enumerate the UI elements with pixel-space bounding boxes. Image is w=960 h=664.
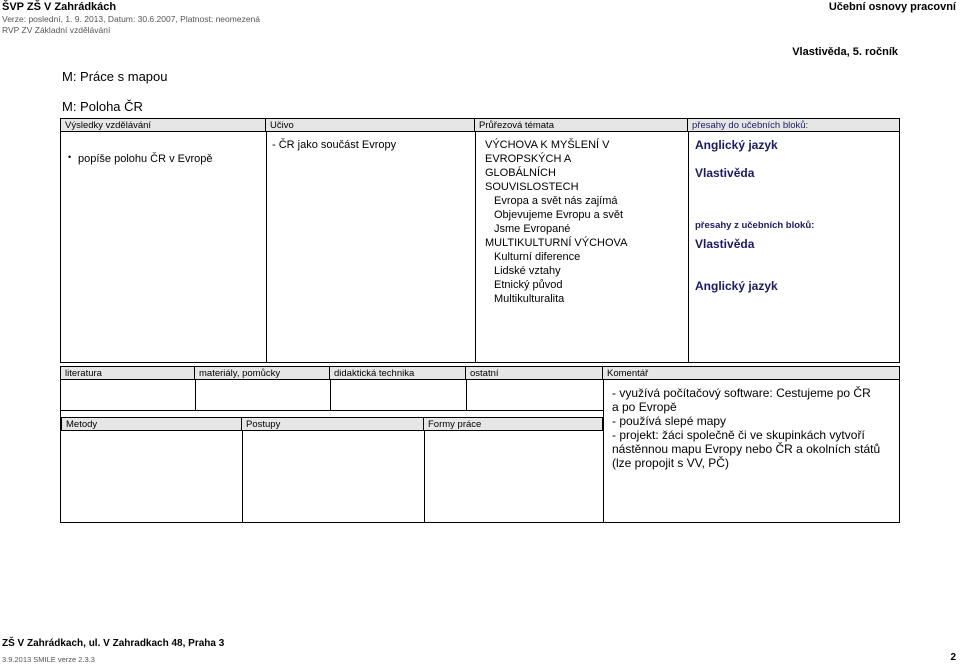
column-divider: [475, 132, 476, 362]
column-divider: [330, 380, 331, 410]
rvp-line: RVP ZV Základní vzdělávání: [2, 25, 111, 35]
column-divider: [424, 431, 425, 522]
topic-item: Etnický původ: [494, 279, 563, 291]
topic-heading: MULTIKULTURNÍ VÝCHOVA: [485, 237, 628, 249]
comment-text: [612, 386, 880, 470]
section-title: M: Práce s mapou: [62, 69, 168, 84]
header-formy: Formy práce: [424, 417, 603, 431]
page-number: 2: [950, 652, 956, 663]
header-ostatni: ostatní: [466, 367, 603, 380]
subject-grade: Vlastivěda, 5. ročník: [792, 46, 898, 58]
column-divider: [466, 380, 467, 410]
header-literatura: literatura: [61, 367, 195, 380]
comment-line: a po Evropě: [612, 400, 677, 414]
topic-item: Objevujeme Evropu a svět: [494, 209, 624, 221]
comment-line: (lze propojit s VV, PČ): [612, 456, 729, 470]
comment-line: nástěnnou mapu Evropy nebo ČR a okolních států: [612, 442, 881, 456]
header-komentar: Komentář: [603, 367, 899, 380]
column-divider: [688, 132, 689, 362]
overlap-to-item: Vlastivěda: [695, 166, 755, 180]
bullet: •: [68, 152, 72, 162]
topic-item: Jsme Evropané: [494, 223, 571, 235]
topic-heading: GLOBÁLNÍCH: [485, 167, 556, 179]
subsection-title: M: Poloha ČR: [62, 99, 143, 114]
header-metody: Metody: [61, 417, 242, 431]
column-divider: [195, 380, 196, 410]
comment-line: - projekt: žáci společně či ve skupinkách vytvoří: [612, 428, 865, 442]
header-postupy: Postupy: [242, 417, 424, 431]
topic-heading: VÝCHOVA K MYŠLENÍ V: [485, 139, 610, 151]
version-line: Verze: poslední, 1. 9. 2013, Datum: 30.6.2007, Platnost: neomezená: [2, 14, 261, 24]
column-divider: [603, 380, 604, 522]
header-ucivo: Učivo: [266, 119, 475, 132]
footer-school: ZŠ V Zahrádkach, ul. V Zahradkach 48, Praha 3: [2, 638, 225, 649]
header-prurezova: Průřezová témata: [475, 119, 688, 132]
comment-line: - používá slepé mapy: [612, 414, 727, 428]
topic-item: Multikulturalita: [494, 293, 565, 305]
topic-heading: SOUVISLOSTECH: [485, 181, 579, 193]
topic-heading: EVROPSKÝCH A: [485, 153, 572, 165]
cross-curricular-topics: [485, 138, 627, 306]
document-title: ŠVP ZŠ V Zahrádkách: [2, 1, 117, 13]
topic-item: Evropa a svět nás zajímá: [494, 195, 618, 207]
document-type: Učební osnovy pracovní: [828, 1, 956, 13]
header-technika: didaktická technika: [330, 367, 466, 380]
comment-line: - využívá počítačový software: Cestujeme po ČR: [612, 386, 871, 400]
topic-item: Kulturní diference: [494, 251, 581, 263]
curriculum-topic: - ČR jako součást Evropy: [272, 139, 397, 151]
learning-outcome: popíše polohu ČR v Evropě: [78, 153, 213, 165]
row-divider: [60, 410, 603, 411]
header-materialy: materiály, pomůcky: [195, 367, 330, 380]
overlap-from-item: Anglický jazyk: [695, 279, 778, 293]
topic-item: Lidské vztahy: [494, 265, 561, 277]
overlap-from-label: přesahy z učebních bloků:: [695, 220, 815, 231]
header-vysledky: Výsledky vzdělávání: [61, 119, 266, 132]
header-presahy-do: přesahy do učebních bloků:: [688, 119, 899, 132]
column-divider: [242, 431, 243, 522]
overlap-to-item: Anglický jazyk: [695, 138, 778, 152]
footer-version: 3.9.2013 SMILE verze 2.3.3: [2, 655, 95, 664]
column-divider: [266, 132, 267, 362]
overlap-from-item: Vlastivěda: [695, 237, 755, 251]
